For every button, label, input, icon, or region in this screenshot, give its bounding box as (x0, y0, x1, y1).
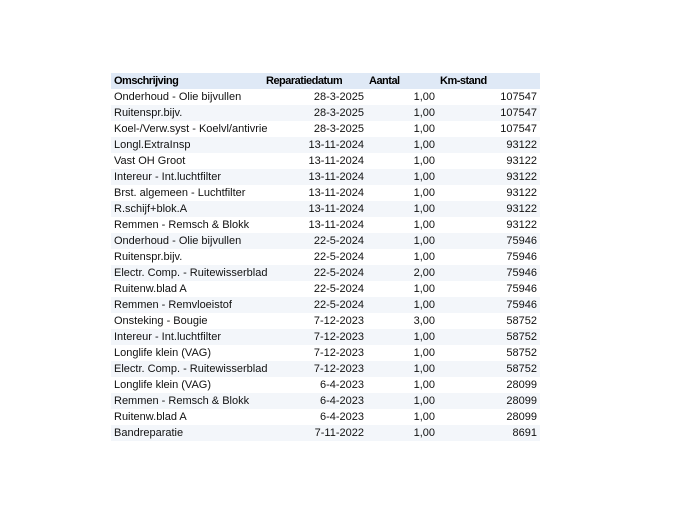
cell-mileage: 75946 (506, 251, 537, 263)
cell-date: 7-12-2023 (313, 331, 364, 343)
table-row (111, 89, 540, 105)
cell-date: 22-5-2024 (313, 299, 364, 311)
cell-quantity: 1,00 (413, 91, 435, 103)
cell-mileage: 28099 (506, 395, 537, 407)
cell-mileage: 75946 (506, 267, 537, 279)
cell-description: Intereur - Int.luchtfilter (114, 171, 221, 183)
header-km-stand: Km-stand (440, 75, 487, 87)
table-row (111, 265, 540, 281)
header-aantal: Aantal (369, 75, 400, 87)
cell-date: 6-4-2023 (319, 379, 364, 391)
cell-description: Remmen - Remvloeistof (114, 299, 232, 311)
cell-quantity: 1,00 (413, 187, 435, 199)
cell-mileage: 75946 (506, 235, 537, 247)
cell-quantity: 1,00 (413, 427, 435, 439)
table-row (111, 361, 540, 377)
cell-mileage: 75946 (506, 299, 537, 311)
cell-mileage: 93122 (506, 219, 537, 231)
table-row (111, 217, 540, 233)
cell-description: Brst. algemeen - Luchtfilter (114, 187, 246, 199)
cell-mileage: 58752 (506, 347, 537, 359)
cell-date: 22-5-2024 (313, 283, 364, 295)
cell-description: R.schijf+blok.A (114, 203, 188, 215)
cell-date: 13-11-2024 (308, 219, 364, 231)
cell-date: 22-5-2024 (313, 251, 364, 263)
table-row (111, 297, 540, 313)
cell-quantity: 1,00 (413, 411, 435, 423)
table-row (111, 169, 540, 185)
cell-mileage: 107547 (500, 107, 537, 119)
cell-quantity: 1,00 (413, 299, 435, 311)
table-row (111, 345, 540, 361)
cell-description: Onderhoud - Olie bijvullen (114, 235, 242, 247)
cell-mileage: 75946 (506, 283, 537, 295)
cell-quantity: 1,00 (413, 331, 435, 343)
cell-mileage: 93122 (506, 203, 537, 215)
cell-date: 6-4-2023 (319, 395, 364, 407)
header-reparatiedatum: Reparatiedatum (266, 75, 343, 87)
table-row (111, 201, 540, 217)
cell-mileage: 107547 (500, 91, 537, 103)
cell-quantity: 1,00 (413, 203, 435, 215)
cell-mileage: 58752 (506, 363, 537, 375)
cell-description: Longlife klein (VAG) (114, 347, 212, 359)
cell-description: Intereur - Int.luchtfilter (114, 331, 221, 343)
cell-mileage: 107547 (500, 123, 537, 135)
cell-quantity: 1,00 (413, 107, 435, 119)
cell-description: Onderhoud - Olie bijvullen (114, 91, 242, 103)
cell-quantity: 1,00 (413, 395, 435, 407)
cell-mileage: 93122 (506, 155, 537, 167)
table-row (111, 185, 540, 201)
cell-description: Ruitenw.blad A (114, 283, 187, 295)
cell-mileage: 28099 (506, 411, 537, 423)
cell-date: 22-5-2024 (313, 267, 364, 279)
table-row (111, 137, 540, 153)
cell-quantity: 2,00 (413, 267, 435, 279)
cell-description: Longlife klein (VAG) (114, 379, 212, 391)
cell-quantity: 1,00 (413, 155, 435, 167)
table-row (111, 281, 540, 297)
table-row (111, 121, 540, 137)
cell-description: Remmen - Remsch & Blokk (114, 395, 250, 407)
cell-mileage: 93122 (506, 139, 537, 151)
cell-quantity: 1,00 (413, 139, 435, 151)
cell-mileage: 93122 (506, 171, 537, 183)
cell-date: 7-12-2023 (313, 315, 364, 327)
cell-mileage: 58752 (506, 315, 537, 327)
cell-description: Remmen - Remsch & Blokk (114, 219, 250, 231)
table-row (111, 249, 540, 265)
cell-quantity: 3,00 (413, 315, 435, 327)
cell-date: 28-3-2025 (313, 91, 364, 103)
cell-description: Electr. Comp. - Ruitewisserblad (114, 363, 268, 375)
table-row (111, 329, 540, 345)
table-row (111, 105, 540, 121)
cell-date: 28-3-2025 (313, 123, 364, 135)
table-row (111, 377, 540, 393)
cell-date: 6-4-2023 (319, 411, 364, 423)
cell-date: 13-11-2024 (308, 203, 364, 215)
repair-history-table (111, 73, 540, 441)
cell-description: Electr. Comp. - Ruitewisserblad (114, 267, 268, 279)
cell-description: Bandreparatie (114, 427, 184, 439)
cell-description: Onsteking - Bougie (114, 315, 208, 327)
cell-quantity: 1,00 (413, 235, 435, 247)
table-row (111, 233, 540, 249)
cell-mileage: 8691 (512, 427, 537, 439)
table-header (111, 73, 540, 89)
cell-quantity: 1,00 (413, 379, 435, 391)
cell-quantity: 1,00 (413, 123, 435, 135)
cell-date: 7-12-2023 (313, 363, 364, 375)
table-row (111, 393, 540, 409)
table-row (111, 313, 540, 329)
cell-mileage: 58752 (506, 331, 537, 343)
cell-description: Ruitenw.blad A (114, 411, 187, 423)
cell-description: Vast OH Groot (114, 155, 186, 167)
cell-quantity: 1,00 (413, 363, 435, 375)
cell-date: 7-12-2023 (313, 347, 364, 359)
cell-date: 13-11-2024 (308, 139, 364, 151)
cell-description: Ruitenspr.bijv. (114, 107, 183, 119)
cell-description: Longl.ExtraInsp (114, 139, 191, 151)
cell-quantity: 1,00 (413, 251, 435, 263)
cell-description: Koel-/Verw.syst - Koelvl/antivrie (114, 123, 268, 135)
table-row (111, 425, 540, 441)
cell-quantity: 1,00 (413, 219, 435, 231)
cell-date: 7-11-2022 (314, 427, 364, 439)
cell-date: 13-11-2024 (308, 155, 364, 167)
cell-mileage: 28099 (506, 379, 537, 391)
cell-date: 28-3-2025 (313, 107, 364, 119)
table-row (111, 153, 540, 169)
cell-quantity: 1,00 (413, 283, 435, 295)
cell-quantity: 1,00 (413, 347, 435, 359)
cell-mileage: 93122 (506, 187, 537, 199)
cell-quantity: 1,00 (413, 171, 435, 183)
cell-description: Ruitenspr.bijv. (114, 251, 183, 263)
cell-date: 13-11-2024 (308, 171, 364, 183)
header-omschrijving: Omschrijving (114, 75, 179, 87)
table-row (111, 409, 540, 425)
cell-date: 13-11-2024 (308, 187, 364, 199)
cell-date: 22-5-2024 (313, 235, 364, 247)
